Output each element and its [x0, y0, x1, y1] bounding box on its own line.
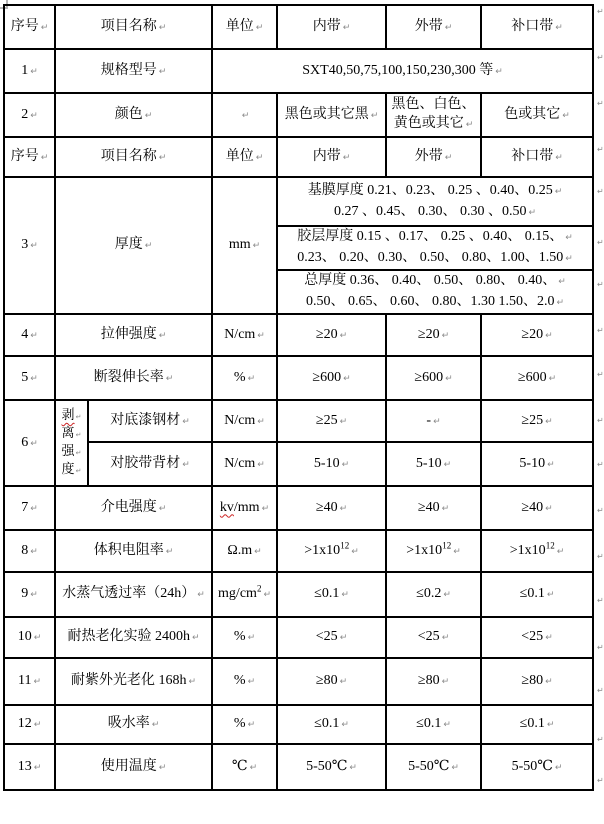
paragraph-mark: ↵: [151, 720, 160, 730]
table-row: [4, 49, 593, 93]
paragraph-mark: ↵: [441, 633, 450, 643]
paragraph-mark: ↵: [545, 416, 553, 427]
paragraph-mark: ↵: [241, 110, 250, 121]
paragraph-mark: ↵: [341, 590, 349, 600]
paragraph-mark: ↵: [546, 720, 555, 730]
paragraph-mark: ↵: [370, 110, 379, 121]
cell-item-name: 吸水率 ↵: [55, 705, 212, 744]
cell-unit: % ↵: [212, 617, 277, 658]
cell-joint: ≤0.1 ↵: [481, 572, 593, 617]
table-row: [4, 93, 593, 137]
cell-inner: ≥25 ↵: [277, 400, 386, 442]
cell-serial: 10 ↵: [4, 617, 55, 658]
paragraph-mark: ↵: [182, 416, 190, 427]
paragraph-mark: ↵: [465, 120, 474, 130]
cell-outer: 5-10 ↵: [386, 442, 481, 486]
cell-spec-value: SXT40,50,75,100,150,230,300 等 ↵: [212, 49, 593, 93]
paragraph-mark: ↵: [548, 373, 557, 384]
cell-inner: 5-10 ↵: [277, 442, 386, 486]
cell-serial: 1 ↵: [4, 49, 55, 93]
cell-serial: 7 ↵: [4, 486, 55, 530]
cell-serial: 11 ↵: [4, 658, 55, 705]
cell-outer: 5-50℃ ↵: [386, 744, 481, 790]
table-row: [4, 617, 593, 658]
cell-inner: ≥80 ↵: [277, 658, 386, 705]
cell-outer: ≥20 ↵: [386, 314, 481, 356]
paragraph-mark: ↵: [197, 590, 205, 600]
cell-joint: 色或其它 ↵: [481, 93, 593, 137]
paragraph-mark: ↵: [30, 438, 38, 449]
paragraph-mark: ↵: [30, 330, 38, 341]
paragraph-mark: ↵: [254, 546, 262, 557]
paragraph-mark: ↵: [257, 416, 265, 427]
paragraph-mark: ↵: [445, 373, 453, 384]
paragraph-mark: ↵: [339, 503, 348, 514]
cell-outer: ≥600 ↵: [386, 356, 481, 400]
cell-joint: ≥80 ↵: [481, 658, 593, 705]
cell-joint: ≥600 ↵: [481, 356, 593, 400]
cell-item-name: 体积电阻率 ↵: [55, 530, 212, 572]
cell-unit: % ↵: [212, 658, 277, 705]
row-end-mark: ↵: [597, 643, 604, 652]
paragraph-mark: ↵: [343, 373, 351, 384]
cell-item-name: 介电强度 ↵: [55, 486, 212, 530]
cell-joint: <25 ↵: [481, 617, 593, 658]
cell-joint: ≤0.1 ↵: [481, 705, 593, 744]
header-row: [4, 5, 593, 49]
paragraph-mark: ↵: [75, 467, 82, 475]
paragraph-mark: ↵: [443, 590, 451, 600]
cell-unit: ℃ ↵: [212, 744, 277, 790]
header-item: 项目名称 ↵: [55, 137, 212, 177]
paragraph-mark: ↵: [554, 762, 563, 773]
paragraph-mark: ↵: [182, 459, 190, 470]
paragraph-mark: ↵: [545, 633, 553, 643]
paragraph-mark: ↵: [528, 207, 537, 218]
paragraph-mark: ↵: [545, 330, 553, 341]
paragraph-mark: ↵: [75, 449, 82, 457]
row-end-mark: ↵: [597, 238, 604, 247]
row-end-mark: ↵: [597, 280, 604, 289]
header-outer: 外带 ↵: [386, 137, 481, 177]
paragraph-mark: ↵: [341, 459, 350, 470]
cell-joint: ≥25 ↵: [481, 400, 593, 442]
cell-inner: 5-50℃ ↵: [277, 744, 386, 790]
paragraph-mark: ↵: [443, 459, 452, 470]
header-joint: 补口带 ↵: [481, 5, 593, 49]
row-end-mark: ↵: [597, 326, 604, 335]
cell-joint: ≥40 ↵: [481, 486, 593, 530]
cell-joint: ≥20 ↵: [481, 314, 593, 356]
paragraph-mark: ↵: [495, 66, 503, 77]
cell-unit: Ω.m ↵: [212, 530, 277, 572]
paragraph-mark: ↵: [40, 22, 49, 33]
cell-item-name: 拉伸强度 ↵: [55, 314, 212, 356]
header-unit: 单位 ↵: [212, 5, 277, 49]
row-end-mark: ↵: [597, 145, 604, 154]
paragraph-mark: ↵: [565, 254, 573, 264]
cell-serial: 13 ↵: [4, 744, 55, 790]
header-inner: 内带 ↵: [277, 137, 386, 177]
paragraph-mark: ↵: [441, 677, 450, 687]
cell-serial: 12 ↵: [4, 705, 55, 744]
paragraph-mark: ↵: [247, 373, 256, 384]
cell-joint: 5-10 ↵: [481, 442, 593, 486]
paragraph-mark: ↵: [546, 590, 555, 600]
paragraph-mark: ↵: [555, 22, 563, 33]
paragraph-mark: ↵: [558, 277, 566, 287]
cell-serial: 2 ↵: [4, 93, 55, 137]
paragraph-mark: ↵: [556, 546, 565, 557]
row-end-mark: ↵: [597, 596, 604, 605]
cell-unit: % ↵: [212, 356, 277, 400]
row-end-mark: ↵: [597, 735, 604, 744]
cell-outer: ≤0.1 ↵: [386, 705, 481, 744]
header-joint: 补口带 ↵: [481, 137, 593, 177]
cell-inner: ≤0.1 ↵: [277, 572, 386, 617]
paragraph-mark: ↵: [30, 110, 38, 121]
cell-outer: ≤0.2 ↵: [386, 572, 481, 617]
cell-inner: ≤0.1 ↵: [277, 705, 386, 744]
cell-inner: <25 ↵: [277, 617, 386, 658]
paragraph-mark: ↵: [158, 22, 167, 33]
paragraph-mark: ↵: [556, 298, 565, 308]
cell-inner: ≥20 ↵: [277, 314, 386, 356]
cell-inner: 黑色或其它黑 ↵: [277, 93, 386, 137]
paragraph-mark: ↵: [30, 590, 38, 600]
cell-item-name: 水蒸气透过率（24h） ↵: [55, 572, 212, 617]
paragraph-mark: ↵: [451, 762, 459, 773]
paragraph-mark: ↵: [433, 416, 441, 427]
paragraph-mark: ↵: [441, 330, 450, 341]
paragraph-mark: ↵: [30, 241, 38, 251]
paragraph-mark: ↵: [165, 546, 174, 557]
row-end-mark: ↵: [597, 552, 604, 561]
paragraph-mark: ↵: [443, 720, 451, 730]
header-no: 序号 ↵: [4, 5, 55, 49]
paragraph-mark: ↵: [188, 677, 197, 687]
cell-item-name: 断裂伸长率 ↵: [55, 356, 212, 400]
cell-unit: mm ↵: [212, 177, 277, 314]
cell-inner: $>1x10^{12}↵$: [277, 530, 386, 572]
paragraph-mark: ↵: [339, 416, 348, 427]
paragraph-mark: ↵: [158, 503, 167, 514]
row-end-mark: ↵: [597, 506, 604, 515]
paragraph-mark: ↵: [257, 459, 265, 470]
paragraph-mark: ↵: [341, 720, 349, 730]
paragraph-mark: ↵: [545, 503, 553, 514]
cell-joint: $>1x10^{12}↵$: [481, 530, 593, 572]
cell-outer: ≥80 ↵: [386, 658, 481, 705]
row-end-mark: ↵: [597, 776, 604, 785]
row-end-mark: ↵: [597, 370, 604, 379]
paragraph-mark: ↵: [158, 762, 167, 773]
cell-thickness-base-film: 基膜厚度 0.21、0.23、 0.25 、0.40、0.25 ↵ 0.27 、0.45、 0.30、 0.30 、0.50 ↵: [277, 177, 593, 226]
paragraph-mark: ↵: [33, 762, 42, 773]
paragraph-mark: ↵: [75, 413, 82, 421]
cell-serial: 5 ↵: [4, 356, 55, 400]
paragraph-mark: ↵: [191, 633, 200, 643]
paragraph-mark: ↵: [545, 677, 553, 687]
table-row: [4, 658, 593, 705]
cell-item-name: 厚度 ↵: [55, 177, 212, 314]
cell-outer: $>1x10^{12}↵$: [386, 530, 481, 572]
paragraph-mark: ↵: [40, 152, 49, 163]
paragraph-mark: ↵: [33, 633, 42, 643]
header-inner: 内带 ↵: [277, 5, 386, 49]
cell-unit: N/cm ↵: [212, 400, 277, 442]
paragraph-mark: ↵: [261, 503, 270, 514]
paragraph-mark: ↵: [257, 330, 265, 341]
paragraph-mark: ↵: [255, 22, 264, 33]
cell-unit: [212, 93, 277, 137]
paragraph-mark: ↵: [158, 66, 167, 77]
cell-outer: ≥40 ↵: [386, 486, 481, 530]
paragraph-mark: ↵: [247, 677, 256, 687]
paragraph-mark: ↵: [144, 241, 153, 251]
paragraph-mark: ↵: [33, 720, 42, 730]
cell-item-name: 使用温度 ↵: [55, 744, 212, 790]
paragraph-mark: ↵: [562, 110, 570, 121]
paragraph-mark: ↵: [565, 233, 573, 243]
table-row: [4, 400, 593, 442]
table-row: [4, 705, 593, 744]
cell-peel-strength-vertical-label: 剥↵ 离↵ 强↵ 度↵: [55, 400, 88, 486]
paragraph-mark: ↵: [453, 546, 461, 557]
cell-inner: ≥600 ↵: [277, 356, 386, 400]
cell-thickness-total: 总厚度 0.36、 0.40、 0.50、 0.80、 0.40、 ↵ 0.50、 0.65、 0.60、 0.80、1.30 1.50、2.0 ↵: [277, 270, 593, 314]
cell-item-name: 耐紫外光老化 168h ↵: [55, 658, 212, 705]
paragraph-mark: ↵: [349, 762, 357, 773]
cell-joint: 5-50℃ ↵: [481, 744, 593, 790]
table-row: [4, 356, 593, 400]
paragraph-mark: ↵: [547, 459, 555, 470]
row-end-mark: ↵: [597, 99, 604, 108]
paragraph-mark: ↵: [444, 152, 453, 163]
cell-serial: 9 ↵: [4, 572, 55, 617]
paragraph-mark: ↵: [144, 110, 153, 121]
paragraph-mark: ↵: [444, 22, 453, 33]
table-row: [4, 744, 593, 790]
paragraph-mark: ↵: [252, 241, 261, 251]
header-unit: 单位 ↵: [212, 137, 277, 177]
cell-outer: - ↵: [386, 400, 481, 442]
paragraph-mark: ↵: [158, 152, 167, 163]
table-row: [4, 442, 593, 486]
table-row: [4, 530, 593, 572]
header-no: 序号 ↵: [4, 137, 55, 177]
paragraph-mark: ↵: [165, 373, 174, 384]
paragraph-mark: ↵: [30, 546, 38, 557]
table-row: [4, 314, 593, 356]
header-item: 项目名称 ↵: [55, 5, 212, 49]
cell-item-name: 对胶带背材 ↵: [88, 442, 212, 486]
table-row: [4, 572, 593, 617]
header-row: [4, 137, 593, 177]
cell-serial: 6 ↵: [4, 400, 55, 486]
cell-serial: 4 ↵: [4, 314, 55, 356]
paragraph-mark: ↵: [441, 503, 450, 514]
paragraph-mark: ↵: [263, 590, 271, 600]
paragraph-mark: ↵: [342, 22, 351, 33]
paragraph-mark: ↵: [339, 633, 348, 643]
paragraph-mark: ↵: [33, 677, 42, 687]
cell-outer: 黑色、白色、黄色或其它 ↵: [386, 93, 481, 137]
paragraph-mark: ↵: [339, 677, 348, 687]
cell-unit: % ↵: [212, 705, 277, 744]
cell-item-name: 对底漆钢材 ↵: [88, 400, 212, 442]
row-end-mark: ↵: [597, 416, 604, 425]
row-end-mark: ↵: [597, 187, 604, 196]
paragraph-mark: ↵: [30, 66, 38, 77]
cell-unit: $mg/cm^2↵$: [212, 572, 277, 617]
paragraph-mark: ↵: [75, 431, 82, 439]
paragraph-mark: ↵: [158, 330, 167, 341]
cell-serial: 3 ↵: [4, 177, 55, 314]
table-row: [4, 177, 593, 226]
cell-inner: ≥40 ↵: [277, 486, 386, 530]
row-end-mark: ↵: [597, 460, 604, 469]
paragraph-mark: ↵: [249, 762, 258, 773]
paragraph-mark: ↵: [555, 152, 563, 163]
row-end-mark: ↵: [597, 686, 604, 695]
table-row: [4, 486, 593, 530]
paragraph-mark: ↵: [30, 503, 38, 514]
paragraph-mark: ↵: [554, 186, 563, 197]
row-end-mark: ↵: [597, 7, 604, 16]
header-outer: 外带 ↵: [386, 5, 481, 49]
paragraph-mark: ↵: [247, 633, 256, 643]
paragraph-mark: ↵: [339, 330, 348, 341]
cell-outer: <25 ↵: [386, 617, 481, 658]
paragraph-mark: ↵: [255, 152, 264, 163]
row-end-mark: ↵: [597, 53, 604, 62]
cell-item-name: 耐热老化实验 2400h ↵: [55, 617, 212, 658]
paragraph-mark: ↵: [351, 546, 359, 557]
cell-item-name: 规格型号 ↵: [55, 49, 212, 93]
cell-item-name: 颜色 ↵: [55, 93, 212, 137]
cell-thickness-glue-layer: 胶层厚度 0.15 、0.17、 0.25 、0.40、 0.15、 ↵ 0.23、 0.20、0.30、 0.50、 0.80、1.00、1.50 ↵: [277, 226, 593, 270]
paragraph-mark: ↵: [30, 373, 38, 384]
cell-serial: 8 ↵: [4, 530, 55, 572]
paragraph-mark: ↵: [342, 152, 351, 163]
cell-unit: N/cm ↵: [212, 442, 277, 486]
spec-table: [3, 4, 594, 791]
cell-unit: N/cm ↵: [212, 314, 277, 356]
cell-unit: kv/mm ↵: [212, 486, 277, 530]
paragraph-mark: ↵: [247, 720, 256, 730]
